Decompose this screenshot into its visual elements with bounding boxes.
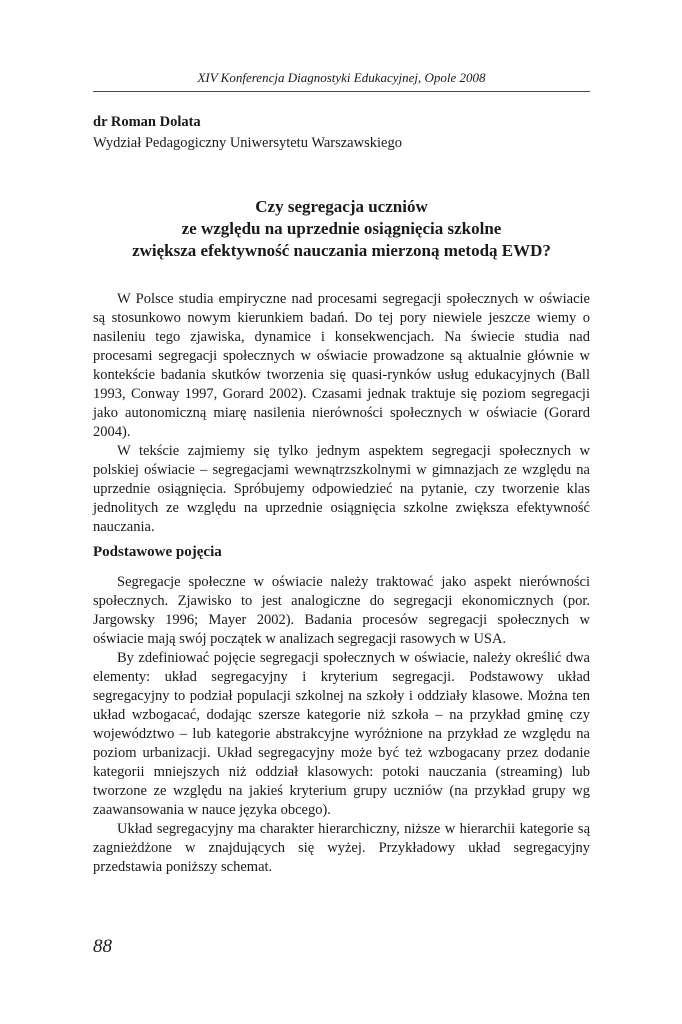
- intro-section: [93, 290, 590, 537]
- section-paragraph-2: By zdefiniować pojęcie segregacji społecznych w oświacie, należy określić dwa elementy: układ segregacyjny i kryterium segregacji. Podstawowy układ segregacyjny to podział populacji szkolnej na szkoły i oddziały klasowe. Można ten układ wzbogacać, dodając szersze kategorie niż szkoła – na przykład gminę czy województwo – lub kategorie abstrakcyjne wyróżnione na przykład ze względu na poziom urbanizacji. Układ segregacyjny może być też wzbogacany przez dodanie kategorii mniejszych niż oddział klasowych: potoki nauczania (streaming) lub tworzone ze względu na jakieś kryterium grupy uczniów (na przykład grupy wg zaawansowania w nauce języka obcego).: [93, 650, 590, 818]
- page-number: 88: [93, 936, 112, 957]
- author-affiliation: Wydział Pedagogiczny Uniwersytetu Warszawskiego: [93, 135, 402, 151]
- title-line-1: Czy segregacja uczniów: [255, 197, 428, 216]
- intro-paragraph-2: W tekście zajmiemy się tylko jednym aspektem segregacji społecznych w polskiej oświacie – segregacjami wewnątrzszkolnymi w gimnazjach ze względu na uprzednie osiągnięcia. Spróbujemy odpowiedzieć na pytanie, czy tworzenie klas jednolitych ze względu na uprzednie osiągnięcia szkolne zwiększa efektywność nauczania.: [93, 443, 590, 535]
- intro-paragraph-1: W Polsce studia empiryczne nad procesami segregacji społecznych w oświacie są stosunkowo nowym kierunkiem badań. Do tej pory niewiele jeszcze wiemy o nasileniu tego zjawiska, dynamice i konsekwencjach. Na świecie studia nad procesami segregacji społecznych w oświacie prowadzone są aktualnie głównie w kontekście badania skutków tworzenia się quasi-rynków usług edukacyjnych (Ball 1993, Conway 1997, Gorard 2002). Czasami jednak traktuje się poziom segregacji jako autonomiczną miarę nasilenia nierówności społecznych w oświacie (Gorard 2004).: [93, 291, 590, 440]
- author-name: dr Roman Dolata: [93, 114, 201, 130]
- running-header: XIV Konferencja Diagnostyki Edukacyjnej, Opole 2008: [197, 70, 486, 85]
- header-rule: [93, 91, 590, 92]
- section-paragraph-3: Układ segregacyjny ma charakter hierarchiczny, niższe w hierarchii kategorie są zagnieżdżone w znajdujących się wyżej. Przykładowy układ segregacyjny przedstawia poniższy schemat.: [93, 821, 590, 875]
- paper-title: [93, 196, 590, 262]
- section-heading: Podstawowe pojęcia: [93, 544, 222, 560]
- title-line-3: zwiększa efektywność nauczania mierzoną metodą EWD?: [132, 241, 551, 260]
- title-line-2: ze względu na uprzednie osiągnięcia szkolne: [181, 219, 502, 238]
- section-paragraph-1: Segregacje społeczne w oświacie należy traktować jako aspekt nierówności społecznych. Zjawisko to jest analogiczne do segregacji ekonomicznych (por. Jargowsky 1996; Mayer 2002). Badania procesów segregacji społecznych w oświacie mają swój początek w analizach segregacji rasowych w USA.: [93, 574, 590, 647]
- section-body: [93, 573, 590, 877]
